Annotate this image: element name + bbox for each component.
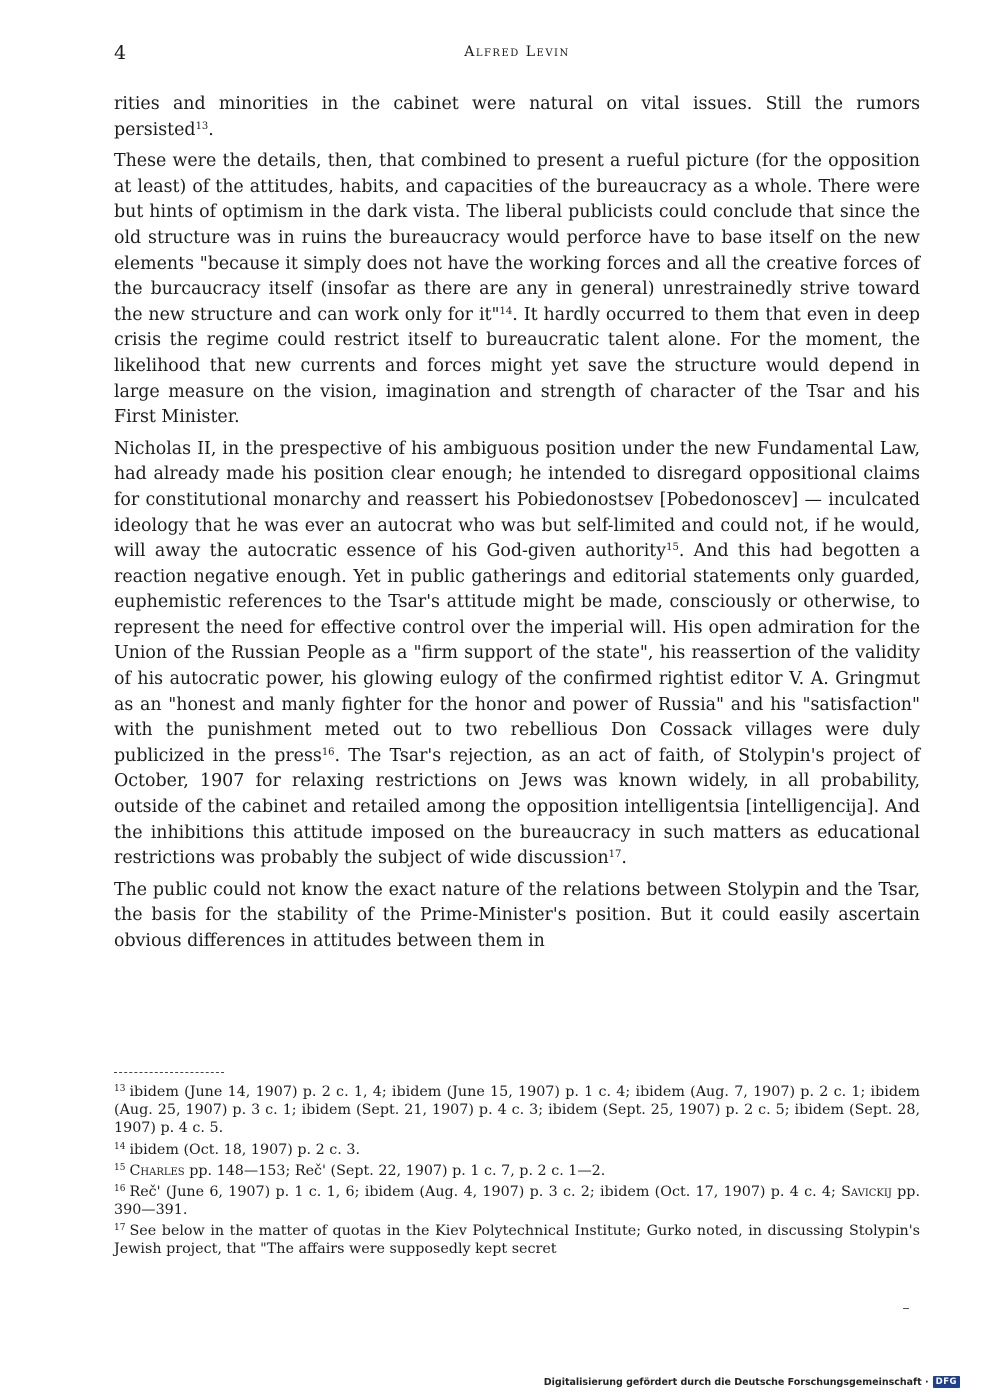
footnote-17-text: See below in the matter of quotas in the Kiev Polytechnical Institute; Gurko noted, in discussing Stolypin's Jewish project, that "The affairs were supposedly kept secret — [114, 1223, 920, 1258]
footnote-ref-13: 13 — [195, 120, 209, 132]
page-number: 4 — [114, 42, 127, 64]
footnote-16-number: 16 — [114, 1183, 126, 1194]
paragraph-2-text-a: These were the details, then, that combined to present a rueful picture (for the opposition at least) of the attitudes, habits, and capacities of the bureaucracy as a whole. There were but hints of optimism in the dark vista. The liberal publicists could conclude that since the old structure was in ruins the bureaucracy would perforce have to base itself on the new elements "because it simply does not have the working forces and all the creative forces of the burcaucracy itself (insofar as there are any in general) unrestrainedly strive toward the new structure and can work only for it" — [114, 151, 920, 325]
paragraph-3-text-a: Nicholas II, in the prespective of his ambiguous position under the new Fundamental Law, had already made his position clear enough; he intended to disregard oppositional claims for constitutional monarchy and reassert his Pobiedonostsev [Pobedonoscev] — inculcated ideology that he was ever an autocrat who was but self-limited and could not, if he would, will away the autocratic essence of his God-given authority — [114, 438, 920, 562]
footnote-16-text-b: pp. 390—391. — [114, 1183, 920, 1218]
footnote-16 — [114, 1180, 920, 1219]
footnote-16-author: Savickij — [841, 1183, 892, 1200]
digitization-credit — [544, 1375, 960, 1389]
paragraph-4-text: The public could not know the exact nature of the relations between Stolypin and the Tsar, the basis for the stability of the Prime-Minister's position. But it could easily ascertain obvious differences in attitudes between them in — [114, 879, 920, 951]
paragraph-2 — [114, 149, 920, 431]
footnote-ref-15: 15 — [666, 541, 679, 553]
paragraph-1 — [114, 92, 920, 143]
dfg-logo-icon: DFG — [933, 1376, 960, 1388]
footnote-15 — [114, 1159, 920, 1180]
footnote-13-text: ibidem (June 14, 1907) p. 2 c. 1, 4; ibidem (June 15, 1907) p. 1 c. 4; ibidem (Aug. 7, 1907) p. 2 c. 1; ibidem (Aug. 25, 1907) p. 3 c. 1; ibidem (Sept. 21, 1907) p. 4 c. 3; ibidem (Sept. 25, 1907) p. 2 c. 5; ibidem (Sept. 28, 1907) p. 4 c. 5. — [114, 1083, 920, 1137]
footnote-14-number: 14 — [114, 1141, 126, 1152]
footnote-ref-16: 16 — [321, 746, 335, 758]
paragraph-3-end: . — [621, 848, 627, 869]
footnotes — [114, 1080, 920, 1259]
footnote-17-number: 17 — [114, 1223, 126, 1234]
paragraph-3-text-b: . And this had begotten a reaction negative enough. Yet in public gatherings and editorial statements only guarded, euphemistic references to the Tsar's attitude might be made, consciously or otherwise, to represent the need for effective control over the imperial will. His open admiration for the Union of the Russian People as a "firm support of the state", his reassertion of the validity of his autocratic power, his glowing eulogy of the confirmed rightist editor V. A. Gringmut as an "honest and manly fighter for the honor and power of Russia" and his "satisfaction" with the punishment meted out to two rebellious Don Cossack villages were duly publicized in the press — [114, 541, 920, 766]
footnote-ref-14: 14 — [499, 305, 513, 317]
footnote-13-number: 13 — [114, 1084, 126, 1094]
footnote-15-number: 15 — [114, 1162, 126, 1173]
scan-mark — [903, 1308, 909, 1309]
main-text — [114, 92, 920, 955]
paragraph-3-text-c: . The Tsar's rejection, as an act of faith, of Stolypin's project of October, 1907 for relaxing restrictions on Jews was known widely, in all probability, outside of the cabinet and retailed among the opposition intelligentsia [intelligencija]. And the inhibitions this attitude imposed on the bureaucracy in such matters as educational restrictions was probably the subject of wide discussion — [114, 745, 921, 869]
paragraph-3 — [114, 437, 920, 872]
footnote-13 — [114, 1080, 920, 1138]
footnote-15-author: Charles — [129, 1162, 185, 1179]
footnote-ref-17: 17 — [608, 849, 622, 861]
footnote-14-text: ibidem (Oct. 18, 1907) p. 2 c. 3. — [129, 1141, 361, 1158]
paragraph-1-end: . — [208, 119, 214, 140]
footnote-separator — [114, 1072, 224, 1073]
footnote-17 — [114, 1219, 920, 1258]
paragraph-2-text-b: . It hardly occurred to them that even in deep crisis the regime could restrict itself to bureaucratic talent alone. For the moment, the likelihood that new currents and forces might yet save the structure would depend in large measure on the vision, imagination and strength of character of the Tsar and his First Minister. — [114, 304, 920, 428]
running-head-author: Alfred Levin — [464, 44, 570, 60]
paragraph-1-text: rities and minorities in the cabinet were natural on vital issues. Still the rumors persisted — [114, 94, 920, 140]
paragraph-4 — [114, 878, 920, 955]
footnote-14 — [114, 1138, 920, 1159]
credit-text: Digitalisierung gefördert durch die Deutsche Forschungsgemeinschaft · — [543, 1376, 929, 1388]
footnote-16-text-a: Reč' (June 6, 1907) p. 1 c. 1, 6; ibidem (Aug. 4, 1907) p. 3 c. 2; ibidem (Oct. 17, 1907) p. 4 c. 4; — [129, 1183, 842, 1200]
page-header — [114, 42, 920, 68]
footnote-15-text: pp. 148—153; Reč' (Sept. 22, 1907) p. 1 c. 7, p. 2 c. 1—2. — [184, 1162, 606, 1179]
